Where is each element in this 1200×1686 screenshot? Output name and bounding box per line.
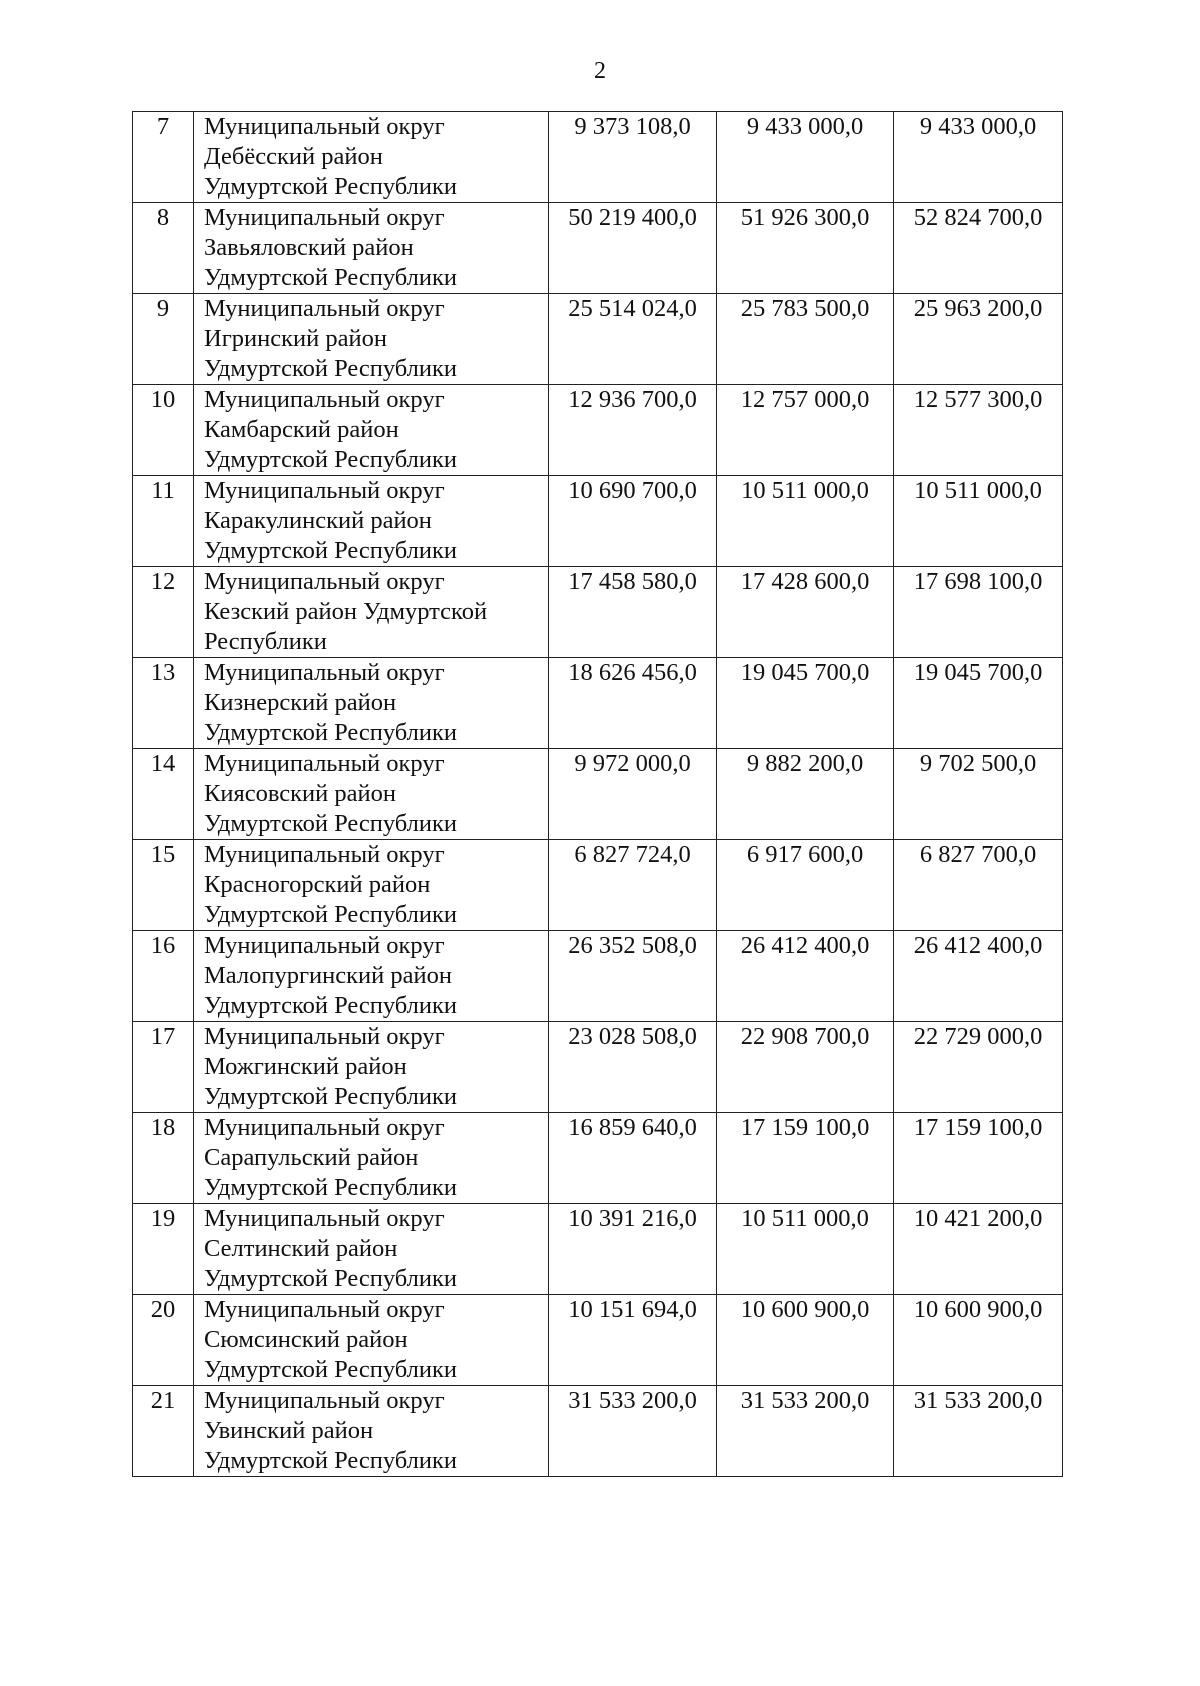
name-line: Муниципальный округ — [204, 113, 445, 140]
name-line: Муниципальный округ — [204, 477, 445, 504]
table-row — [133, 931, 1063, 1022]
value-year-2: 51 926 300,0 — [717, 203, 894, 294]
value-year-1: 31 533 200,0 — [549, 1386, 717, 1477]
value-year-2: 10 600 900,0 — [717, 1295, 894, 1386]
name-line: Муниципальный округ — [204, 295, 445, 322]
municipality-name — [194, 567, 549, 658]
name-line: Муниципальный округ — [204, 659, 445, 686]
row-number: 9 — [133, 294, 194, 385]
value-year-2: 22 908 700,0 — [717, 1022, 894, 1113]
name-line: Красногорский район — [204, 871, 431, 898]
value-year-1: 9 373 108,0 — [549, 112, 717, 203]
municipality-name — [194, 749, 549, 840]
municipality-name — [194, 1295, 549, 1386]
value-year-3: 31 533 200,0 — [894, 1386, 1063, 1477]
value-year-3: 19 045 700,0 — [894, 658, 1063, 749]
row-number: 17 — [133, 1022, 194, 1113]
name-line: Муниципальный округ — [204, 841, 445, 868]
value-year-1: 18 626 456,0 — [549, 658, 717, 749]
value-year-1: 26 352 508,0 — [549, 931, 717, 1022]
row-number: 7 — [133, 112, 194, 203]
value-year-1: 16 859 640,0 — [549, 1113, 717, 1204]
row-number: 11 — [133, 476, 194, 567]
value-year-2: 26 412 400,0 — [717, 931, 894, 1022]
name-line: Игринский район — [204, 325, 387, 352]
name-line: Увинский район — [204, 1417, 374, 1444]
value-year-1: 50 219 400,0 — [549, 203, 717, 294]
value-year-3: 17 698 100,0 — [894, 567, 1063, 658]
municipality-name — [194, 931, 549, 1022]
value-year-3: 9 433 000,0 — [894, 112, 1063, 203]
page-number: 2 — [594, 58, 606, 84]
table-row — [133, 567, 1063, 658]
value-year-3: 9 702 500,0 — [894, 749, 1063, 840]
name-line: Муниципальный округ — [204, 1296, 445, 1323]
name-line: Сарапульский район — [204, 1144, 419, 1171]
value-year-2: 10 511 000,0 — [717, 1204, 894, 1295]
value-year-1: 10 690 700,0 — [549, 476, 717, 567]
name-line: Удмуртской Республики — [204, 1447, 457, 1474]
municipality-name — [194, 385, 549, 476]
value-year-2: 6 917 600,0 — [717, 840, 894, 931]
row-number: 15 — [133, 840, 194, 931]
value-year-3: 17 159 100,0 — [894, 1113, 1063, 1204]
name-line: Завьяловский район — [204, 234, 414, 261]
row-number: 18 — [133, 1113, 194, 1204]
name-line: Удмуртской Республики — [204, 446, 457, 473]
name-line: Камбарский район — [204, 416, 399, 443]
value-year-3: 6 827 700,0 — [894, 840, 1063, 931]
value-year-1: 6 827 724,0 — [549, 840, 717, 931]
row-number: 12 — [133, 567, 194, 658]
value-year-3: 26 412 400,0 — [894, 931, 1063, 1022]
name-line: Удмуртской Республики — [204, 537, 457, 564]
value-year-1: 23 028 508,0 — [549, 1022, 717, 1113]
name-line: Можгинский район — [204, 1053, 407, 1080]
table-row — [133, 1386, 1063, 1477]
name-line: Дебёсский район — [204, 143, 383, 170]
table-row — [133, 658, 1063, 749]
value-year-3: 10 600 900,0 — [894, 1295, 1063, 1386]
row-number: 20 — [133, 1295, 194, 1386]
municipality-name — [194, 1113, 549, 1204]
table-row — [133, 294, 1063, 385]
name-line: Кезский район Удмуртской — [204, 598, 488, 625]
name-line: Удмуртской Республики — [204, 355, 457, 382]
name-line: Удмуртской Республики — [204, 901, 457, 928]
table-row — [133, 476, 1063, 567]
budget-table — [132, 111, 1063, 1477]
value-year-3: 12 577 300,0 — [894, 385, 1063, 476]
name-line: Удмуртской Республики — [204, 719, 457, 746]
row-number: 21 — [133, 1386, 194, 1477]
name-line: Удмуртской Республики — [204, 1174, 457, 1201]
table-row — [133, 1022, 1063, 1113]
name-line: Киясовский район — [204, 780, 396, 807]
value-year-3: 52 824 700,0 — [894, 203, 1063, 294]
table-row — [133, 385, 1063, 476]
value-year-1: 17 458 580,0 — [549, 567, 717, 658]
municipality-name — [194, 203, 549, 294]
value-year-2: 9 882 200,0 — [717, 749, 894, 840]
row-number: 16 — [133, 931, 194, 1022]
value-year-2: 10 511 000,0 — [717, 476, 894, 567]
value-year-3: 10 511 000,0 — [894, 476, 1063, 567]
table-row — [133, 203, 1063, 294]
name-line: Удмуртской Республики — [204, 1265, 457, 1292]
value-year-2: 19 045 700,0 — [717, 658, 894, 749]
row-number: 19 — [133, 1204, 194, 1295]
name-line: Удмуртской Республики — [204, 992, 457, 1019]
value-year-1: 25 514 024,0 — [549, 294, 717, 385]
table-row — [133, 840, 1063, 931]
municipality-name — [194, 1386, 549, 1477]
table-row — [133, 1295, 1063, 1386]
name-line: Муниципальный округ — [204, 1023, 445, 1050]
name-line: Муниципальный округ — [204, 568, 445, 595]
value-year-3: 22 729 000,0 — [894, 1022, 1063, 1113]
name-line: Муниципальный округ — [204, 386, 445, 413]
name-line: Селтинский район — [204, 1235, 398, 1262]
name-line: Сюмсинский район — [204, 1326, 408, 1353]
name-line: Малопургинский район — [204, 962, 452, 989]
name-line: Удмуртской Республики — [204, 1083, 457, 1110]
name-line: Муниципальный округ — [204, 1387, 445, 1414]
name-line: Кизнерский район — [204, 689, 397, 716]
name-line: Удмуртской Республики — [204, 810, 457, 837]
name-line: Муниципальный округ — [204, 1114, 445, 1141]
value-year-3: 10 421 200,0 — [894, 1204, 1063, 1295]
municipality-name — [194, 1022, 549, 1113]
municipality-name — [194, 476, 549, 567]
row-number: 8 — [133, 203, 194, 294]
name-line: Удмуртской Республики — [204, 1356, 457, 1383]
row-number: 10 — [133, 385, 194, 476]
table-row — [133, 1113, 1063, 1204]
name-line: Муниципальный округ — [204, 750, 445, 777]
table-row — [133, 749, 1063, 840]
municipality-name — [194, 658, 549, 749]
name-line: Удмуртской Республики — [204, 264, 457, 291]
name-line: Удмуртской Республики — [204, 173, 457, 200]
municipality-name — [194, 294, 549, 385]
table-row — [133, 112, 1063, 203]
value-year-1: 10 391 216,0 — [549, 1204, 717, 1295]
municipality-name — [194, 840, 549, 931]
municipality-name — [194, 112, 549, 203]
value-year-3: 25 963 200,0 — [894, 294, 1063, 385]
name-line: Муниципальный округ — [204, 932, 445, 959]
value-year-2: 12 757 000,0 — [717, 385, 894, 476]
value-year-1: 9 972 000,0 — [549, 749, 717, 840]
value-year-2: 17 428 600,0 — [717, 567, 894, 658]
value-year-2: 17 159 100,0 — [717, 1113, 894, 1204]
value-year-2: 31 533 200,0 — [717, 1386, 894, 1477]
municipality-name — [194, 1204, 549, 1295]
name-line: Республики — [204, 628, 327, 655]
value-year-1: 10 151 694,0 — [549, 1295, 717, 1386]
row-number: 14 — [133, 749, 194, 840]
name-line: Муниципальный округ — [204, 1205, 445, 1232]
name-line: Каракулинский район — [204, 507, 432, 534]
value-year-2: 25 783 500,0 — [717, 294, 894, 385]
name-line: Муниципальный округ — [204, 204, 445, 231]
table-row — [133, 1204, 1063, 1295]
value-year-1: 12 936 700,0 — [549, 385, 717, 476]
row-number: 13 — [133, 658, 194, 749]
value-year-2: 9 433 000,0 — [717, 112, 894, 203]
